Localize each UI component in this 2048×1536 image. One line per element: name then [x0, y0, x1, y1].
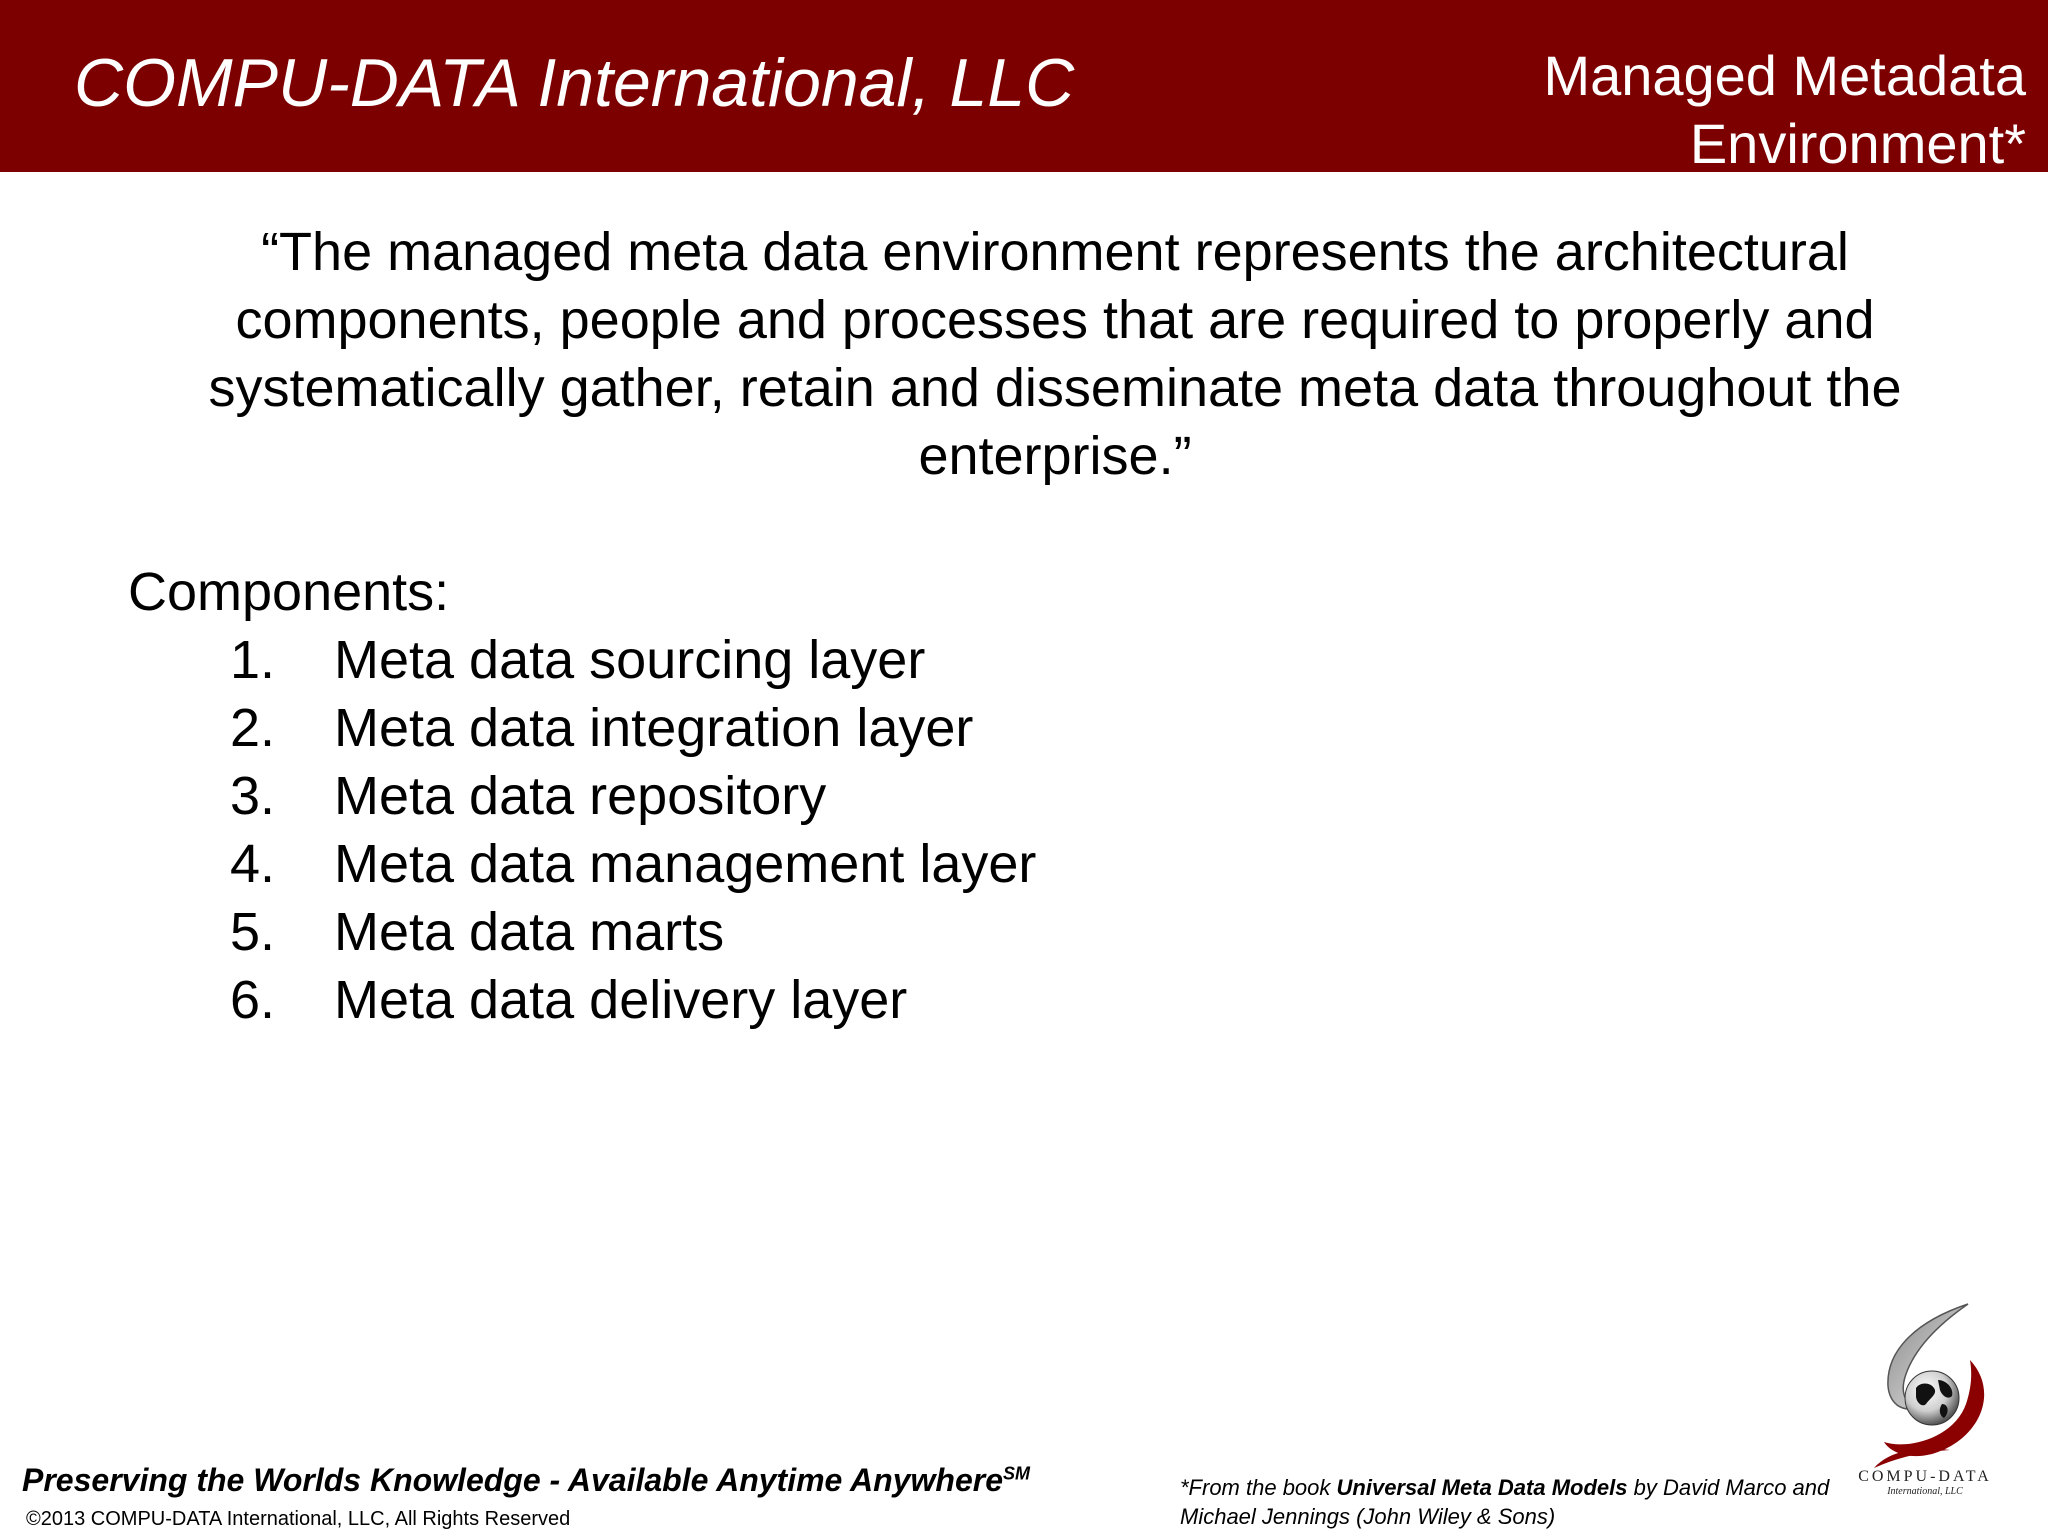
book-citation	[1180, 1473, 1860, 1531]
list-text: Meta data sourcing layer	[334, 630, 926, 690]
list-text: Meta data integration layer	[334, 698, 974, 758]
citation-prefix: *From the book	[1180, 1475, 1337, 1500]
list-text: Meta data marts	[334, 902, 725, 962]
quote-line: “The managed meta data environment represents the architectural	[261, 222, 1849, 282]
definition-quote	[130, 218, 1980, 490]
list-number: 4.	[230, 834, 276, 894]
company-logo	[1850, 1300, 2000, 1505]
footer-tagline	[22, 1462, 1030, 1499]
slide-title-line: Environment*	[1689, 112, 2026, 175]
header-bar	[0, 0, 2048, 175]
slide-title-line: Managed Metadata	[1543, 44, 2026, 107]
list-number: 6.	[230, 970, 276, 1030]
citation-suffix: by David Marco and Michael Jennings (John Wiley & Sons)	[1180, 1475, 1830, 1529]
quote-line: enterprise.”	[918, 426, 1192, 486]
components-heading: Components:	[128, 562, 450, 622]
list-text: Meta data repository	[334, 766, 827, 826]
logo-line-2: International, LLC	[1887, 1486, 1963, 1497]
list-text: Meta data management layer	[334, 834, 1037, 894]
list-text: Meta data delivery layer	[334, 970, 908, 1030]
list-number: 5.	[230, 902, 276, 962]
company-name: COMPU-DATA International, LLC	[74, 45, 1075, 121]
list-number: 2.	[230, 698, 276, 758]
quote-line: systematically gather, retain and disseminate meta data throughout the	[208, 358, 1902, 418]
logo-wordmark	[1850, 1468, 2000, 1497]
globe-swirl-icon	[1850, 1300, 2000, 1470]
service-mark: SM	[1002, 1463, 1030, 1484]
copyright-notice: ©2013 COMPU-DATA International, LLC, All Rights Reserved	[26, 1508, 571, 1530]
slide-title	[1326, 42, 2026, 178]
list-number: 1.	[230, 630, 276, 690]
list-number: 3.	[230, 766, 276, 826]
quote-line: components, people and processes that are required to properly and	[235, 290, 1875, 350]
citation-book-title: Universal Meta Data Models	[1336, 1475, 1628, 1500]
tagline-text: Preserving the Worlds Knowledge - Available Anytime Anywhere	[22, 1462, 1003, 1498]
logo-line-1: COMPU-DATA	[1858, 1468, 1992, 1485]
